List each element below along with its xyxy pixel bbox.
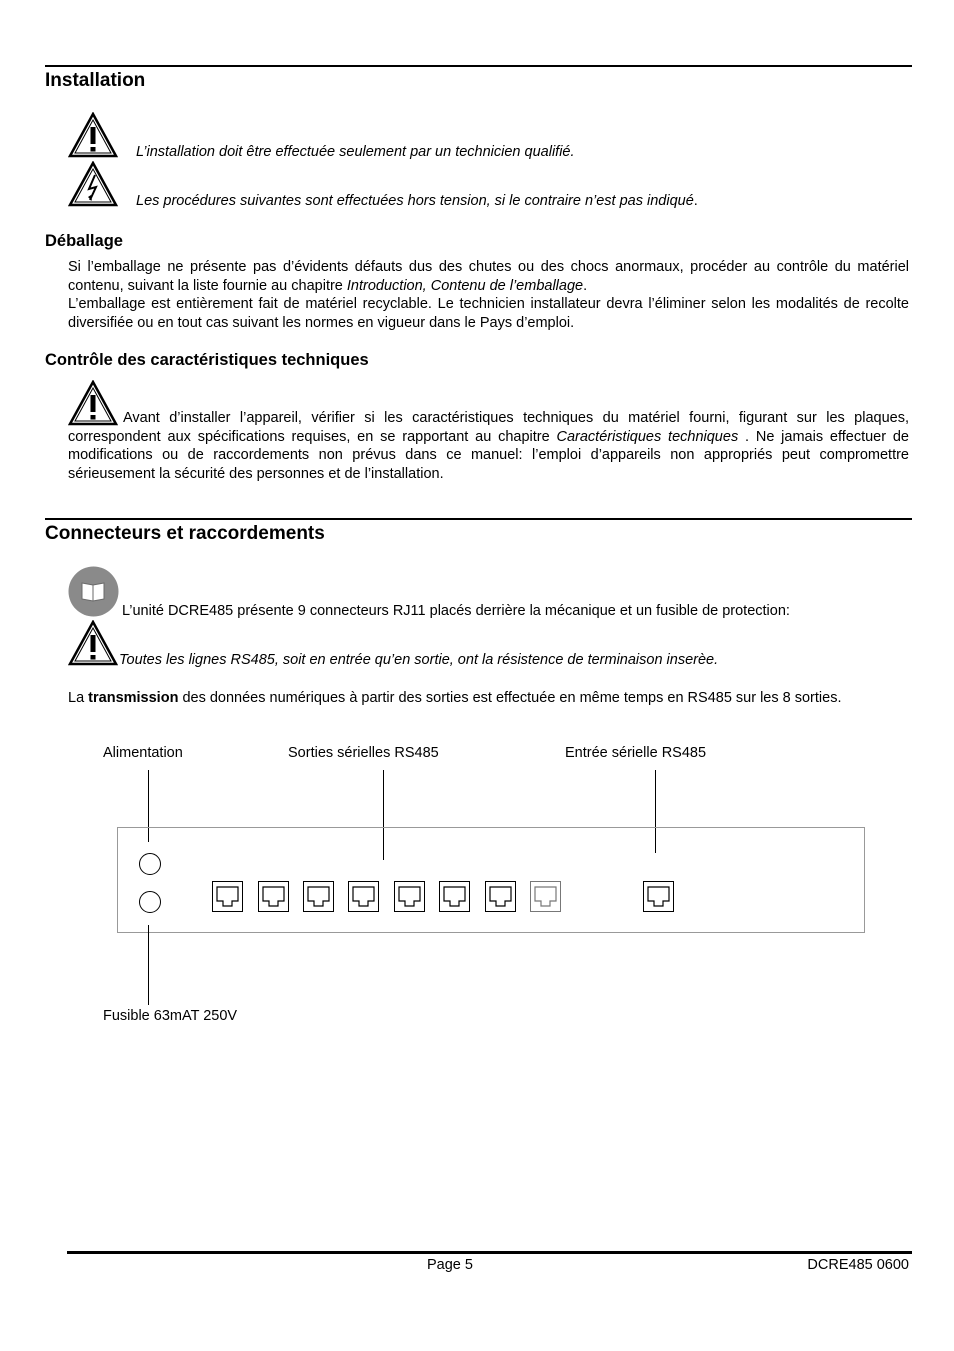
- document-code: DCRE485 0600: [807, 1257, 909, 1273]
- electric-hazard-icon: [68, 161, 118, 207]
- fuse-holder: [139, 891, 161, 913]
- rj11-output-port: [258, 881, 289, 912]
- leader-line-fusible: [148, 925, 149, 1005]
- controle-text-end: . Ne jamais effectuer de modifications ou de raccordements non prévus dans ce manuel: l’emploi d’appareils non appropriés peut compromettre sérieusement la sécurité des personnes et de l’installation.: [68, 428, 909, 482]
- controle-text: Avant d’installer l’appareil, vérifier si les caractéristiques techniques du matériel fourni, figurant sur les plaques, correspondent aux spécifications requises, en se rapportant au chapitre: [68, 410, 909, 445]
- warning-icon: [68, 620, 118, 666]
- controle-ref: Caractéristiques techniques: [556, 428, 739, 445]
- rj11-output-port: [394, 881, 425, 912]
- transmission-text-end: des données numériques à partir des sorties est effectuée en même temps en RS485 sur les 8 sorties.: [178, 690, 842, 706]
- footer-rule: [67, 1251, 912, 1254]
- transmission-bold: transmission: [88, 690, 179, 706]
- manual-book-icon: [68, 566, 119, 617]
- section-rule-connecteurs: [45, 518, 912, 520]
- power-off-warning-text: Les procédures suivantes sont effectuées hors tension, si le contraire n’est pas indiqué: [136, 193, 694, 209]
- deballage-paragraph-1: [68, 258, 909, 295]
- power-connector: [139, 853, 161, 875]
- label-entree: Entrée sérielle RS485: [565, 745, 707, 761]
- rj11-output-port: [303, 881, 334, 912]
- label-sorties: Sorties sérielles RS485: [288, 745, 439, 761]
- label-fusible: Fusible 63mAT 250V: [103, 1008, 238, 1024]
- device-rear-panel: [117, 827, 865, 933]
- power-off-warning-end: .: [693, 193, 698, 209]
- heading-deballage: Déballage: [45, 232, 123, 250]
- transmission-paragraph: [68, 689, 888, 708]
- power-off-warning: [136, 193, 698, 209]
- rs485-warning-text: Toutes les lignes RS485, soit en entrée qu’en sortie, ont la résistence de terminaison inserèe.: [119, 652, 719, 668]
- rj11-output-port: [485, 881, 516, 912]
- rj11-output-port: [439, 881, 470, 912]
- connecteurs-note: L’unité DCRE485 présente 9 connecteurs RJ11 placés derrière la mécanique et un fusible de protection:: [122, 603, 790, 619]
- warning-icon: [68, 112, 118, 158]
- deballage-paragraph-2: L’emballage est entièrement fait de matériel recyclable. Le technicien installateur devra l’éliminer selon les modalités de recolte diversifiée ou en tout cas suivant les normes en vigueur dans le Pays d’emploi.: [68, 296, 909, 331]
- transmission-text: La: [68, 690, 89, 706]
- heading-installation: Installation: [45, 70, 146, 91]
- controle-paragraph: [68, 409, 909, 483]
- deballage-p1-ref: Introduction, Contenu de l’emballage: [346, 277, 584, 294]
- installation-warning-text: L’installation doit être effectuée seulement par un technicien qualifié.: [136, 144, 575, 160]
- heading-connecteurs: Connecteurs et raccordements: [45, 523, 325, 544]
- label-alimentation: Alimentation: [103, 745, 183, 761]
- rj11-output-port: [348, 881, 379, 912]
- rj11-output-port: [530, 881, 561, 912]
- deballage-p1-text: Si l’emballage ne présente pas d’évidents défauts dus des chutes ou des chocs anormaux, procéder au contrôle du matériel contenu, suivant la liste fournie au chapitre: [68, 259, 909, 294]
- deballage-p1-end: .: [583, 277, 588, 294]
- rj11-output-port: [212, 881, 243, 912]
- page-number: Page 5: [427, 1257, 473, 1273]
- heading-controle: Contrôle des caractéristiques techniques: [45, 351, 369, 369]
- rj11-input-port: [643, 881, 674, 912]
- section-rule-top: [45, 65, 912, 67]
